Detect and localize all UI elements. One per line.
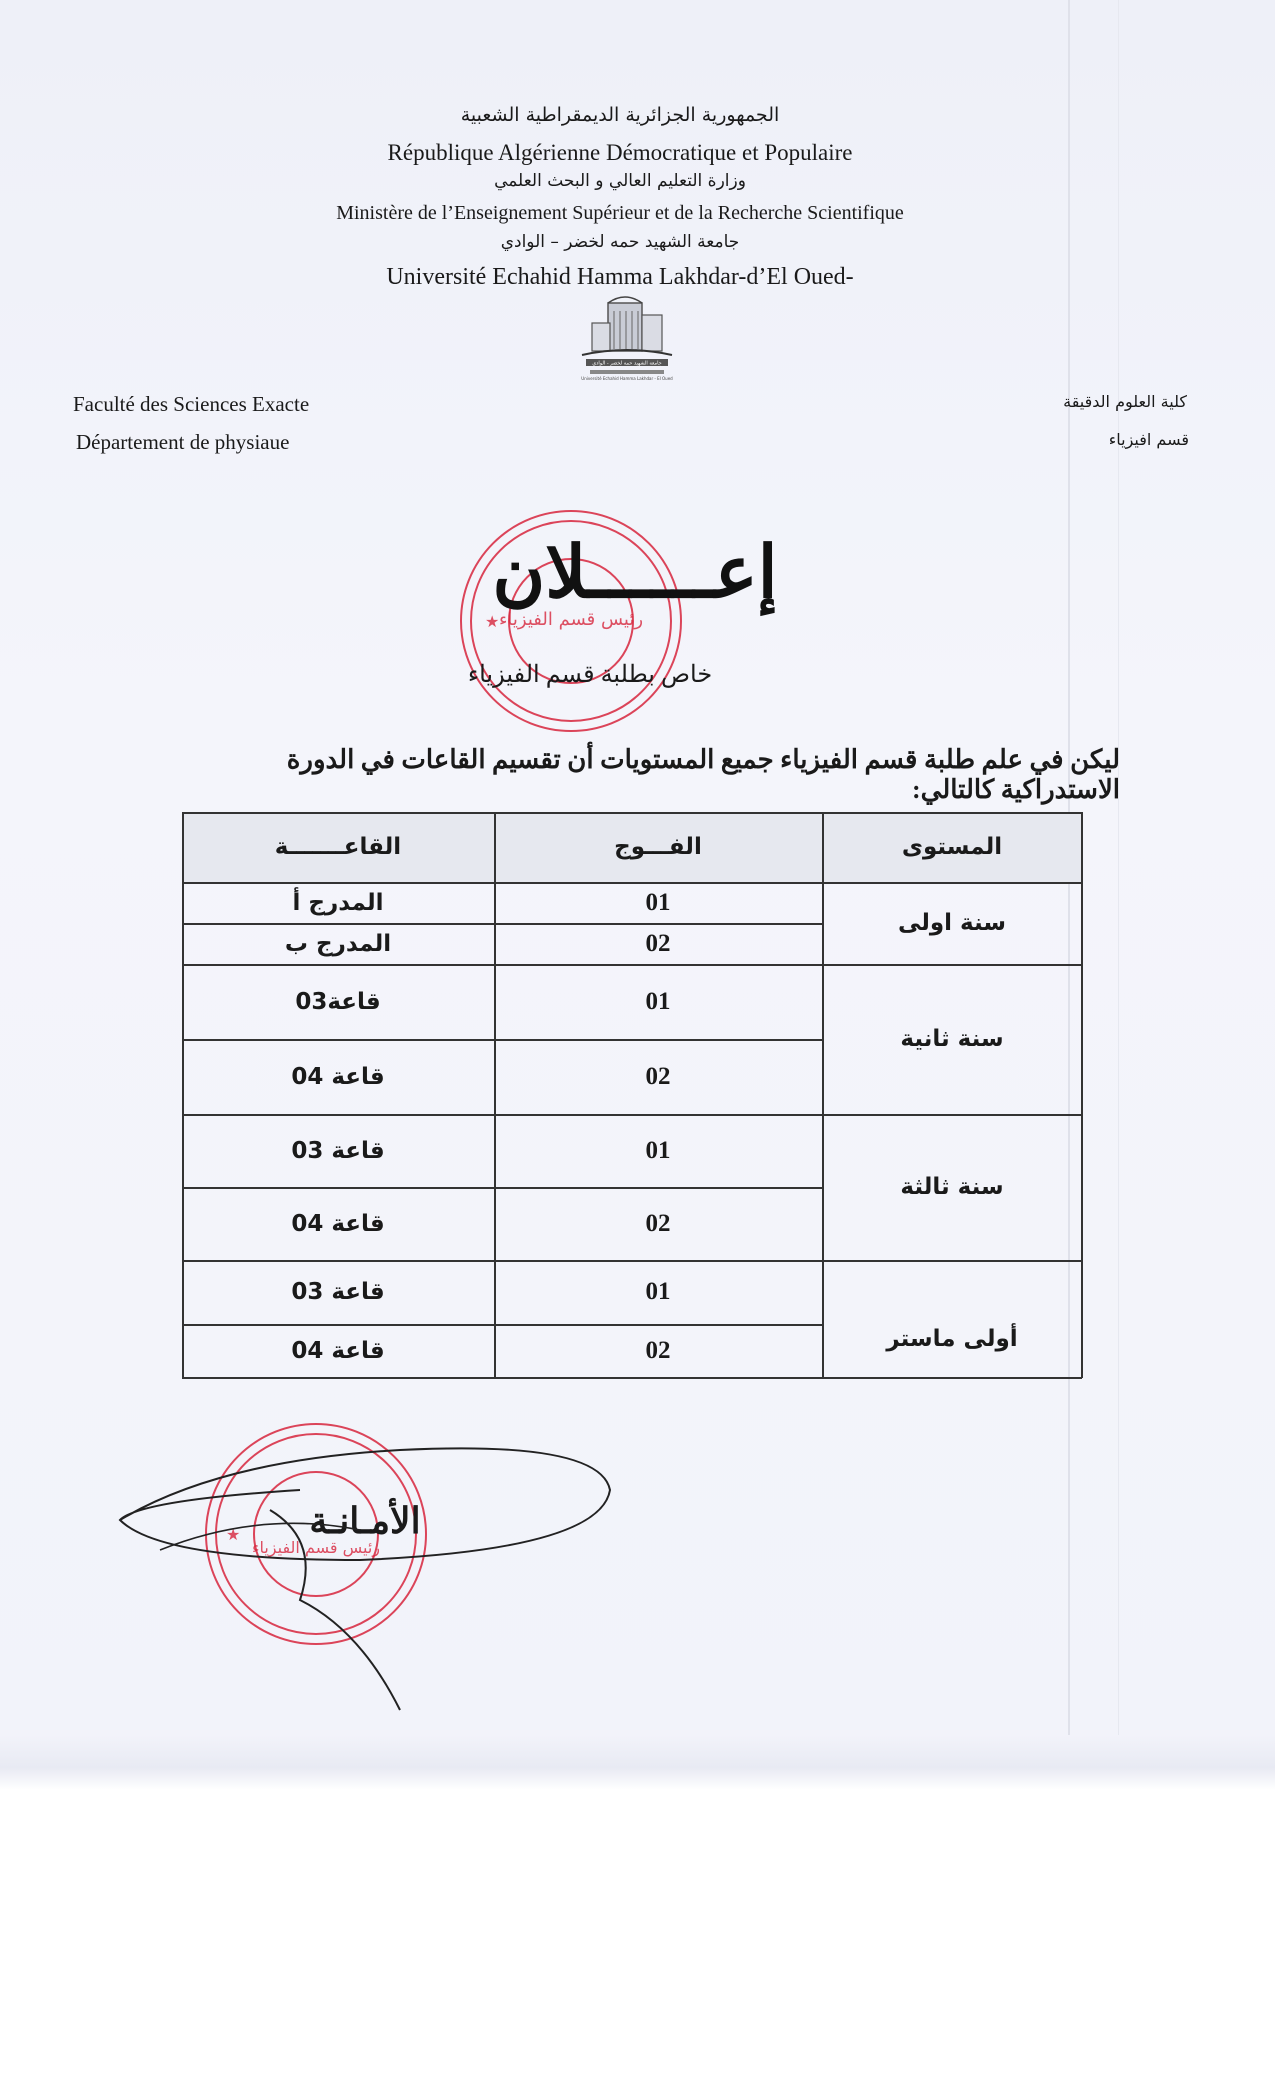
ministry-ar: وزارة التعليم العالي و البحث العلمي xyxy=(494,171,746,191)
header-level: المستوى xyxy=(901,834,1003,860)
table-border xyxy=(182,882,1082,884)
level-cell: سنة اولى xyxy=(897,910,1007,936)
table-border xyxy=(182,964,1082,966)
room-cell: قاعة 03 xyxy=(291,1279,385,1305)
announcement-subtitle: خاص بطلبة قسم الفيزياء xyxy=(467,662,713,688)
table-border xyxy=(182,1260,1082,1262)
group-cell: 02 xyxy=(645,1209,671,1237)
room-cell: قاعة03 xyxy=(295,988,381,1015)
republic-ar: الجمهورية الجزائرية الديمقراطية الشعبية xyxy=(460,104,780,126)
table-border xyxy=(182,923,822,925)
group-cell: 02 xyxy=(645,1337,671,1364)
table-border xyxy=(182,1187,822,1189)
svg-text:★: ★ xyxy=(226,1527,241,1544)
group-cell: 01 xyxy=(645,1136,671,1164)
room-cell: المدرج أ xyxy=(292,889,384,916)
table-border xyxy=(182,1377,1082,1379)
table-border xyxy=(182,812,1082,814)
room-cell: قاعة 04 xyxy=(291,1210,385,1237)
table-border xyxy=(1081,812,1083,1378)
page-edge xyxy=(0,1735,1275,1790)
university-logo-icon xyxy=(578,293,676,385)
group-cell: 02 xyxy=(645,929,671,957)
department-ar: قسم افيزياء xyxy=(1108,430,1189,449)
announcement-title: إعــــــلان xyxy=(492,533,778,613)
svg-text:جامعة الشهيد حمة لخضر - الوادي: جامعة الشهيد حمة لخضر - الوادي xyxy=(592,360,662,367)
faculty-fr: Faculté des Sciences Exacte xyxy=(73,392,310,416)
department-fr: Département de physiaue xyxy=(76,430,290,454)
svg-text:رئيس قسم الفيزياء: رئيس قسم الفيزياء xyxy=(498,609,644,630)
group-cell: 01 xyxy=(645,888,671,916)
faculty-ar: كلية العلوم الدقيقة xyxy=(1063,392,1187,411)
table-border xyxy=(182,812,184,1378)
room-cell: قاعة 04 xyxy=(291,1338,385,1364)
announcement-intro: ليكن في علم طلبة قسم الفيزياء جميع المستويات أن تقسيم القاعات في الدورة الاستدراكية كالتالي: xyxy=(286,745,1120,804)
republic-fr: République Algérienne Démocratique et Populaire xyxy=(387,140,853,165)
table-border xyxy=(182,1324,822,1326)
room-cell: المدرج ب xyxy=(284,930,392,957)
header-room: القاعـــــــة xyxy=(274,834,402,860)
level-cell: سنة ثالثة xyxy=(900,1174,1004,1200)
table-border xyxy=(182,1114,1082,1116)
svg-text:★: ★ xyxy=(485,614,500,631)
handwritten-signature-icon xyxy=(100,1420,660,1720)
table-border xyxy=(822,812,824,1378)
group-cell: 01 xyxy=(645,1278,671,1305)
svg-text:Université Echahid Hamma Lakhd: Université Echahid Hamma Lakhdar - El Oued xyxy=(581,376,673,381)
room-cell: قاعة 04 xyxy=(291,1063,385,1090)
group-cell: 02 xyxy=(645,1062,671,1090)
signature-title: الأمـانـة xyxy=(309,1501,421,1541)
svg-text:رئيس قسم الفيزياء: رئيس قسم الفيزياء xyxy=(251,1538,381,1557)
table-border xyxy=(494,812,496,1378)
university-ar: جامعة الشهيد حمه لخضر – الوادي xyxy=(500,232,740,252)
group-cell: 01 xyxy=(645,987,671,1015)
room-cell: قاعة 03 xyxy=(291,1137,385,1164)
ministry-fr: Ministère de l’Enseignement Supérieur et de la Recherche Scientifique xyxy=(336,202,904,224)
level-cell: سنة ثانية xyxy=(900,1026,1004,1052)
table-border xyxy=(182,1039,822,1041)
header-group: الفـــوج xyxy=(614,834,702,860)
university-fr: Université Echahid Hamma Lakhdar-d’El Oued- xyxy=(386,264,854,290)
level-cell: أولى ماستر xyxy=(886,1326,1018,1352)
rooms-table xyxy=(182,812,1082,1378)
